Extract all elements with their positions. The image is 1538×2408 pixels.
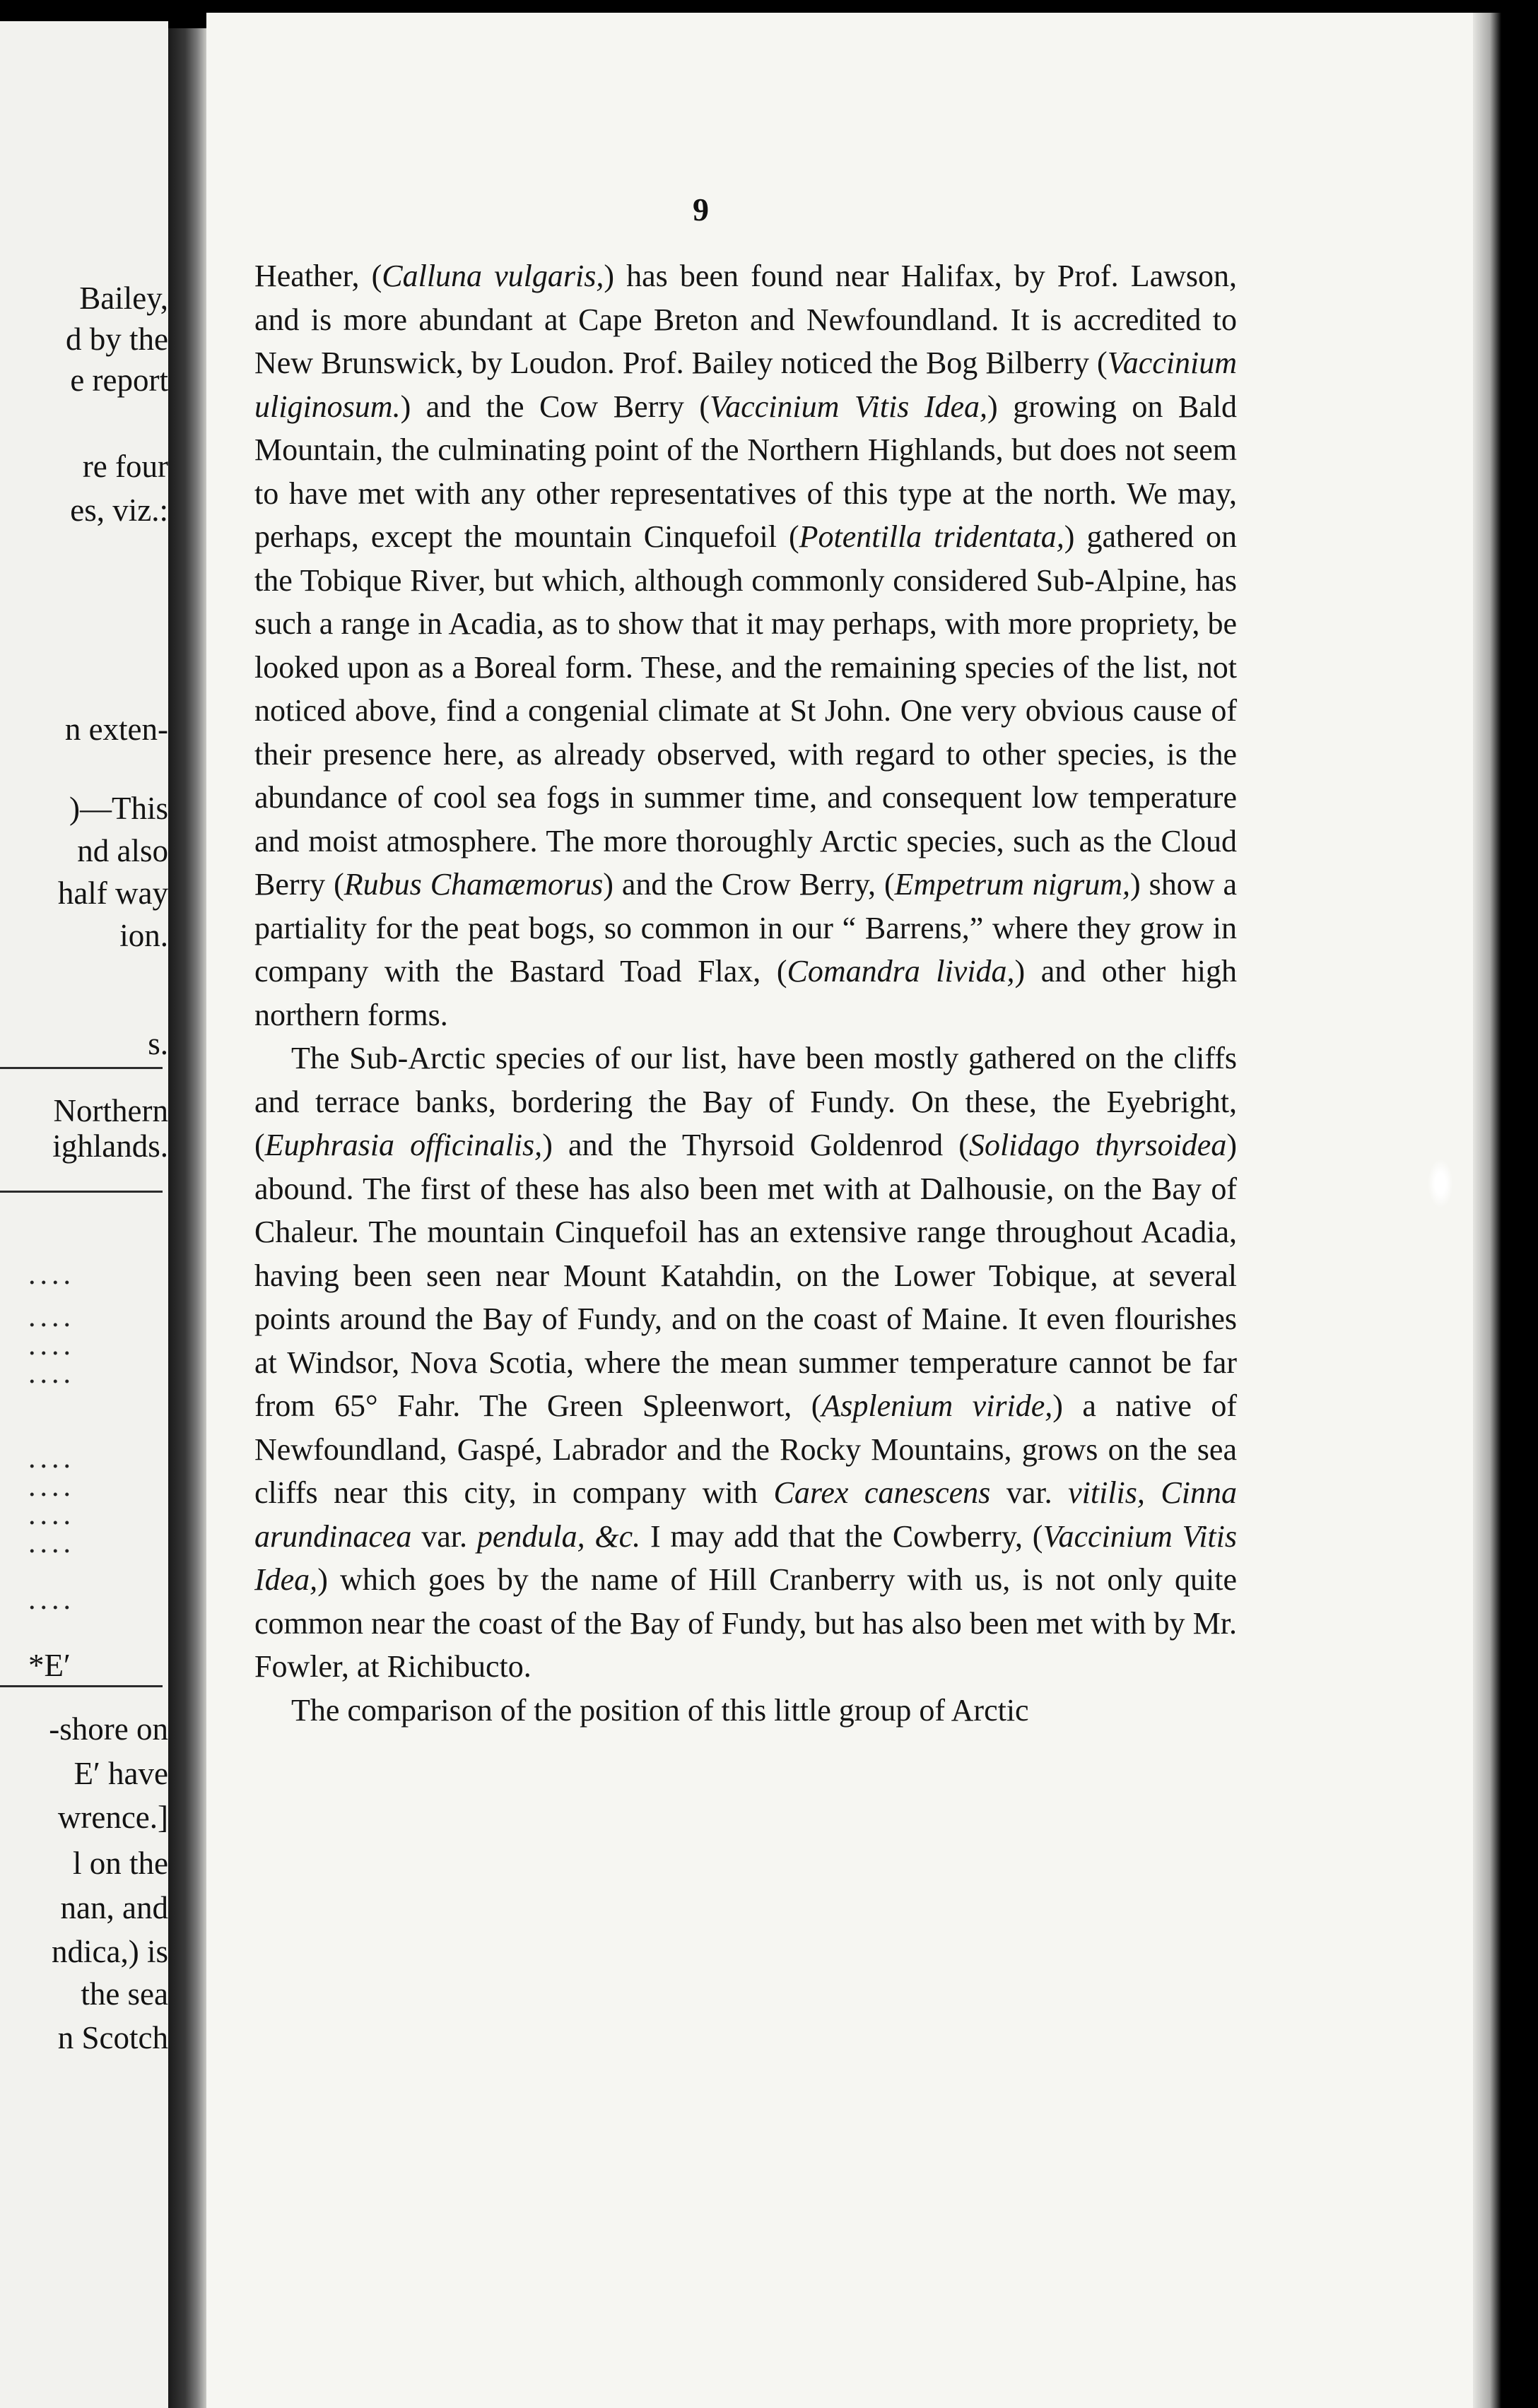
text-run: ) and the Thyrsoid Goldenrod ( — [542, 1128, 969, 1162]
left-page-line: wrence.] — [57, 1800, 168, 1835]
text-run: var. — [411, 1518, 477, 1554]
dot-leader: .... — [28, 1301, 75, 1333]
text-run: var. — [990, 1475, 1069, 1510]
text-run: ) and the Crow Berry, ( — [603, 867, 895, 902]
left-page-line: )—This — [69, 791, 168, 826]
species-name: Rubus Chamæmorus — [344, 867, 604, 902]
text-run: ) and other high northern forms. — [254, 954, 1237, 1032]
species-name: Vaccinium Vitis Idea, — [710, 389, 988, 424]
species-name: Asplenium viride, — [821, 1388, 1053, 1423]
species-name: Vaccinium Vitis Idea, — [254, 1518, 1237, 1597]
species-name: pendula, &c. — [476, 1518, 641, 1554]
species-name: Empetrum nigrum, — [894, 867, 1130, 902]
left-page-line: es, viz.: — [70, 492, 168, 528]
book-spine — [168, 28, 206, 2408]
left-page-line: the sea — [81, 1976, 168, 2012]
dot-leader: .... — [28, 1258, 75, 1291]
dot-leader: .... — [28, 1470, 75, 1503]
left-page-line: ion. — [119, 918, 168, 953]
species-name: Solidago thyrsoidea — [968, 1128, 1227, 1162]
dot-leader: .... — [28, 1583, 75, 1616]
text-run: Heather, ( — [254, 259, 382, 293]
text-run: ) and the Cow Berry ( — [400, 389, 710, 424]
text-run: ) show a partiality for the peat bogs, so common in our “ Barrens,” where they grow in company with the Bastard Toad Flax, ( — [254, 867, 1237, 988]
text-run: The comparison of the position of this little group of Arctic — [291, 1692, 1029, 1728]
text-run: ) which goes by the name of Hill Cranberry with us, is not only quite common near the coast of the Bay of Fundy, but has also been met with by Mr. Fowler, at Richibucto. — [254, 1562, 1237, 1684]
body-paragraph — [254, 1689, 1237, 1733]
left-page-line: half way — [57, 875, 168, 911]
left-page-line: ndica,) is — [52, 1934, 168, 1969]
left-page-line: *E′ — [28, 1648, 71, 1683]
text-run: ) growing on Bald Mountain, the culminating point of the Northern Highlands, but does not seem to have met with any other representatives of this type at the north. We may, perhaps, except the mountain Cinquefoil ( — [254, 389, 1237, 554]
page-number: 9 — [693, 191, 709, 228]
left-page-line: n exten- — [64, 712, 168, 747]
left-page-rule — [0, 1191, 163, 1193]
species-name: Carex canescens — [773, 1475, 991, 1510]
species-name: Euphrasia officinalis, — [264, 1128, 543, 1162]
dot-leader: .... — [28, 1442, 75, 1475]
left-page-rule — [0, 1067, 163, 1069]
left-page-line: ighlands. — [52, 1128, 168, 1164]
left-page-line: l on the — [73, 1846, 168, 1881]
text-run: I may add that the Cowberry, ( — [640, 1518, 1043, 1554]
dot-leader: .... — [28, 1357, 75, 1390]
page-blemish — [1428, 1159, 1453, 1208]
left-page-rule — [0, 1685, 163, 1687]
left-page-line: e report — [70, 362, 168, 398]
species-name: vitilis, Cinna arundinacea — [254, 1475, 1237, 1554]
text-run: The Sub-Arctic species of our list, have been mostly gathered on the cliffs and terrace banks, bordering the Bay of Fundy. On these, the Eyebright, ( — [254, 1041, 1237, 1162]
text-run: ) abound. The first of these has also been met with at Dalhousie, on the Bay of Chaleur. The mountain Cinquefoil has an extensive range throughout Acadia, having been seen near Mount Katahdin, on the Lower Tobique, at several points around the Bay of Fundy, and on the coast of Maine. It even flourishes at Windsor, Nova Scotia, where the mean summer temperature cannot be far from 65° Fahr. The Green Spleenwort, ( — [254, 1128, 1237, 1423]
species-name: Vaccinium uliginosum. — [254, 346, 1237, 424]
left-page-line: -shore on — [49, 1711, 168, 1747]
text-run: ) gathered on the Tobique River, but which, although commonly considered Sub-Alpine, has such a range in Acadia, as to show that it may perhaps, with more propriety, be looked upon as a Boreal form. These, and the remaining species of the list, not noticed above, find a congenial climate at St John. One very obvious cause of their presence here, as already observed, with regard to other species, is the abundance of cool sea fogs in summer time, and consequent low temperature and moist atmosphere. The more thoroughly Arctic species, such as the Cloud Berry ( — [254, 519, 1237, 902]
species-name: Comandra livida, — [787, 954, 1015, 988]
dot-leader: .... — [28, 1499, 75, 1531]
left-page-line: n Scotch — [57, 2020, 168, 2055]
page-edge-shadow — [1473, 13, 1501, 2408]
species-name: Calluna vulgaris, — [382, 259, 604, 293]
left-page-line: s. — [148, 1026, 168, 1061]
species-name: Potentilla tridentata, — [799, 519, 1064, 554]
dot-leader: .... — [28, 1329, 75, 1362]
body-paragraph — [254, 254, 1237, 1037]
left-page-line: d by the — [66, 321, 168, 357]
left-page-line: nan, and — [60, 1890, 168, 1925]
text-run: ) a native of Newfoundland, Gaspé, Labrador and the Rocky Mountains, grows on the sea cliffs near this city, in company with — [254, 1388, 1238, 1510]
dot-leader: .... — [28, 1527, 75, 1559]
left-page-line: nd also — [77, 833, 168, 868]
left-page-line: re four — [82, 449, 168, 484]
left-page-line: Bailey, — [79, 281, 168, 316]
text-run: ) has been found near Halifax, by Prof. Lawson, and is more abundant at Cape Breton and Newfoundland. It is accredited to New Brunswick, by Loudon. Prof. Bailey noticed the Bog Bilberry ( — [254, 259, 1237, 380]
left-page-line: Northern — [53, 1093, 168, 1128]
main-body-text — [254, 254, 1237, 1732]
left-page-line: E′ have — [74, 1756, 168, 1791]
body-paragraph — [254, 1037, 1237, 1689]
